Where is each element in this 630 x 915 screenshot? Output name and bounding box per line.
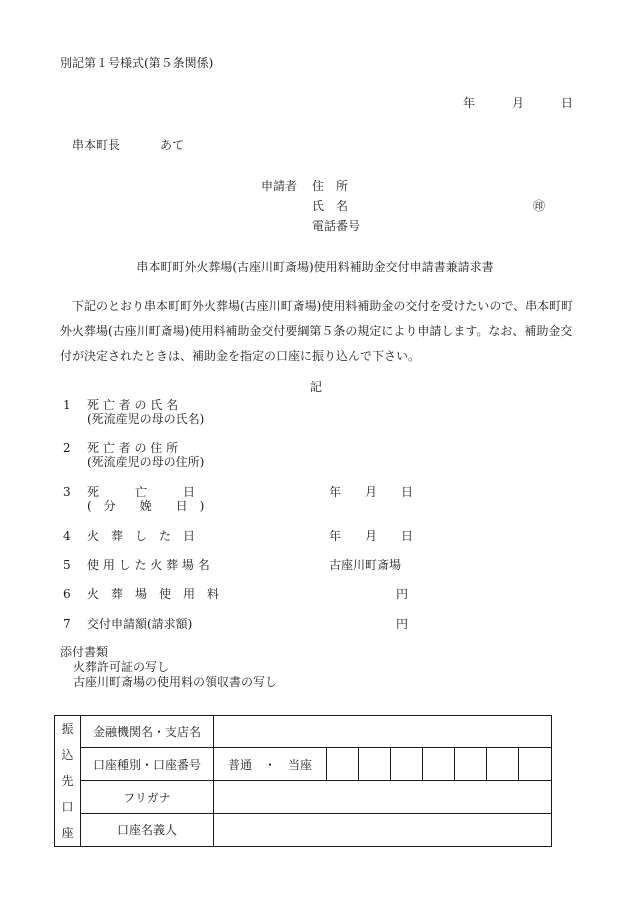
item-2-sublabel: (死流産児の母の住所) bbox=[87, 455, 205, 469]
item-4-value: 年 月 日 bbox=[329, 529, 414, 543]
account-digit-6[interactable] bbox=[487, 748, 519, 781]
date-day-label: 日 bbox=[561, 96, 574, 110]
account-holder-label: 口座名義人 bbox=[81, 813, 214, 846]
item-7-value: 円 bbox=[396, 617, 409, 631]
item-4-number: 4 bbox=[63, 529, 71, 543]
item-3-value: 年 月 日 bbox=[329, 485, 414, 499]
body-paragraph: 下記のとおり串本町町外火葬場(古座川町斎場)使用料補助金の交付を受けたいので、串本町町外火葬場(古座川町斎場)使用料補助金交付要綱第５条の規定により申請します。なお、補助金交付が決定されたときは、補助金を指定の口座に振り込んで下さい。 bbox=[60, 299, 574, 363]
account-digit-2[interactable] bbox=[359, 748, 391, 781]
account-type-options[interactable]: 普通 ・ 当座 bbox=[214, 748, 327, 781]
account-digit-4[interactable] bbox=[423, 748, 455, 781]
attachments-heading: 添付書類 bbox=[60, 645, 109, 659]
bank-side-label bbox=[55, 716, 81, 847]
addressee-name: 串本町長 bbox=[72, 138, 121, 152]
item-7-number: 7 bbox=[63, 617, 71, 631]
ki-heading: 記 bbox=[310, 380, 323, 394]
item-5-value: 古座川町斎場 bbox=[329, 558, 402, 572]
furigana-field[interactable] bbox=[214, 781, 552, 813]
item-7-label: 交付申請額(請求額) bbox=[87, 617, 193, 631]
applicant-label: 申請者 bbox=[261, 179, 298, 193]
date-year-label: 年 bbox=[463, 96, 476, 110]
item-3-number: 3 bbox=[63, 485, 71, 499]
account-digit-5[interactable] bbox=[455, 748, 487, 781]
item-3-sublabel: ( 分 娩 日 ) bbox=[87, 499, 205, 513]
document-title: 串本町町外火葬場(古座川町斎場)使用料補助金交付申請書兼請求書 bbox=[136, 260, 494, 274]
side-char-2: 込 bbox=[61, 748, 74, 762]
bank-name-field[interactable] bbox=[214, 716, 552, 748]
account-digit-7[interactable] bbox=[519, 748, 552, 781]
item-1-number: 1 bbox=[63, 398, 71, 412]
form-number: 別記第１号様式(第５条関係) bbox=[60, 56, 214, 70]
applicant-phone-label: 電話番号 bbox=[312, 219, 361, 233]
account-holder-field[interactable] bbox=[214, 813, 552, 846]
seal-mark: ㊞ bbox=[533, 199, 546, 213]
item-3-label: 死 亡 日 bbox=[87, 485, 196, 499]
date-month-label: 月 bbox=[512, 96, 525, 110]
bank-name-label: 金融機関名・支店名 bbox=[81, 716, 214, 748]
side-char-4: 口 bbox=[61, 800, 74, 814]
account-digit-3[interactable] bbox=[391, 748, 423, 781]
item-6-label: 火 葬 場 使 用 料 bbox=[87, 587, 220, 601]
account-digit-1[interactable] bbox=[327, 748, 359, 781]
item-1-sublabel: (死流産児の母の氏名) bbox=[87, 412, 205, 426]
account-type-label: 口座種別・口座番号 bbox=[81, 748, 214, 781]
item-6-number: 6 bbox=[63, 587, 71, 601]
applicant-address-label: 住 所 bbox=[312, 179, 349, 193]
side-char-5: 座 bbox=[61, 826, 74, 840]
item-2-number: 2 bbox=[63, 441, 71, 455]
attachment-line-2: 古座川町斎場の使用料の領収書の写し bbox=[73, 675, 278, 689]
bank-account-table bbox=[54, 715, 552, 847]
applicant-name-label: 氏 名 bbox=[312, 199, 349, 213]
side-char-1: 振 bbox=[61, 722, 74, 736]
item-4-label: 火 葬 し た 日 bbox=[87, 529, 196, 543]
item-6-value: 円 bbox=[396, 587, 409, 601]
item-5-number: 5 bbox=[63, 558, 71, 572]
item-1-label: 死 亡 者 の 氏 名 bbox=[87, 398, 179, 412]
side-char-3: 先 bbox=[61, 774, 74, 788]
furigana-label: フリガナ bbox=[81, 781, 214, 813]
attachment-line-1: 火葬許可証の写し bbox=[73, 660, 170, 674]
addressee-suffix: あて bbox=[160, 138, 185, 152]
item-2-label: 死 亡 者 の 住 所 bbox=[87, 441, 179, 455]
item-5-label: 使 用 し た 火 葬 場 名 bbox=[87, 558, 210, 572]
